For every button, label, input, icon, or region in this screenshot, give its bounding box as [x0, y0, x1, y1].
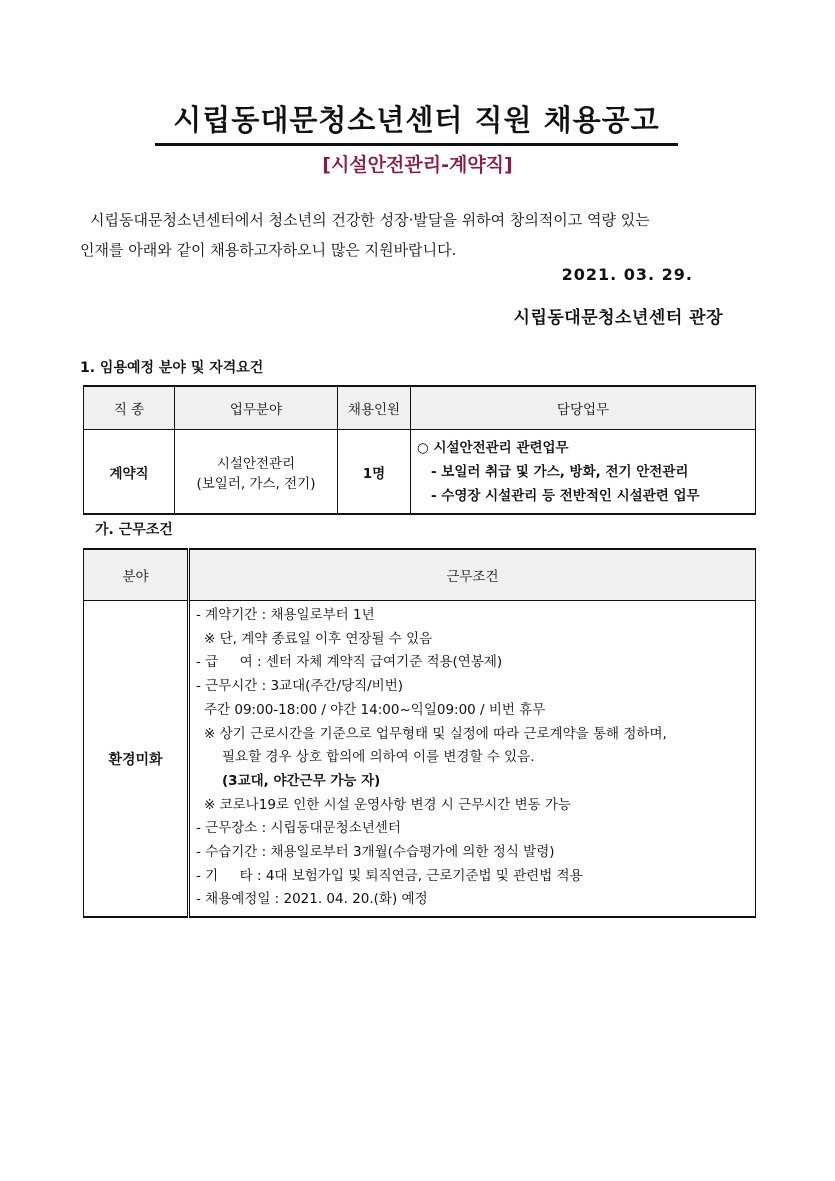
- headcount-cell: 1명: [338, 430, 411, 515]
- condition-line: - 수습기간 : 채용일로부터 3개월(수습평가에 의한 정식 발령): [196, 844, 555, 861]
- section-2-heading: 가. 근무조건: [95, 522, 173, 538]
- work-field-cell: [175, 430, 338, 515]
- position-table: [83, 385, 756, 515]
- intro-line-1: 시립동대문청소년센터에서 청소년의 건강한 성장·발달을 위하여 창의적이고 역량 있는: [90, 211, 650, 229]
- section-1-heading: 1. 임용예정 분야 및 자격요건: [80, 360, 264, 376]
- duties-cell: [411, 430, 756, 515]
- condition-line: - 근무장소 : 시립동대문청소년센터: [196, 820, 401, 837]
- condition-line: (3교대, 야간근무 가능 자): [222, 772, 381, 789]
- condition-line: ※ 코로나19로 인한 시설 운영사항 변경 시 근무시간 변동 가능: [204, 796, 572, 813]
- header-field: 분야: [84, 549, 189, 601]
- duty-item: - 보일러 취급 및 가스, 방화, 전기 안전관리: [431, 463, 689, 480]
- header-duties: 담당업무: [411, 386, 756, 430]
- condition-line: ※ 단, 계약 종료일 이후 연장될 수 있음: [204, 630, 433, 647]
- condition-line: 주간 09:00-18:00 / 야간 14:00~익일09:00 / 비번 휴무: [204, 701, 546, 718]
- work-field-line-2: (보일러, 가스, 전기): [196, 475, 316, 492]
- duty-item: ○ 시설안전관리 관련업무: [417, 439, 569, 456]
- header-conditions: 근무조건: [189, 549, 756, 601]
- header-job-type: 직 종: [84, 386, 175, 430]
- condition-line: - 급 여 : 센터 자체 계약직 급여기준 적용(연봉제): [196, 654, 503, 671]
- page-subtitle: [시설안전관리-계약직]: [322, 154, 513, 176]
- header-work-field: 업무분야: [175, 386, 338, 430]
- conditions-table: [83, 548, 756, 918]
- job-type-cell: 계약직: [84, 430, 175, 515]
- field-cell: 환경미화: [84, 601, 189, 918]
- title-underline: [155, 143, 678, 146]
- condition-line: 필요할 경우 상호 합의에 의하여 이를 변경할 수 있음.: [222, 749, 535, 766]
- conditions-cell: [189, 601, 756, 918]
- condition-line: - 기 타 : 4대 보험가입 및 퇴직연금, 근로기준법 및 관련법 적용: [196, 867, 583, 884]
- page-title-wrap: [155, 100, 678, 140]
- table-header-row: [84, 549, 756, 601]
- condition-line: - 채용예정일 : 2021. 04. 20.(화) 예정: [196, 891, 428, 908]
- intro-line-2: 인재를 아래와 같이 채용하고자하오니 많은 지원바랍니다.: [80, 241, 457, 259]
- work-field-line-1: 시설안전관리: [216, 455, 296, 472]
- notice-date: 2021. 03. 29.: [561, 265, 693, 284]
- condition-line: - 계약기간 : 채용일로부터 1년: [196, 607, 375, 623]
- intro-paragraph: [80, 205, 760, 265]
- table-row: [84, 430, 756, 515]
- condition-line: - 근무시간 : 3교대(주간/당직/비번): [196, 678, 404, 695]
- header-headcount: 채용인원: [338, 386, 411, 430]
- duty-item: - 수영장 시설관리 등 전반적인 시설관련 업무: [431, 487, 700, 504]
- condition-line: ※ 상기 근로시간을 기준으로 업무형태 및 실정에 따라 근로계약을 통해 정하며,: [204, 725, 667, 742]
- table-header-row: [84, 386, 756, 430]
- notice-signer: 시립동대문청소년센터 관장: [513, 308, 723, 328]
- table-row: [84, 601, 756, 918]
- page-title: 시립동대문청소년센터 직원 채용공고: [173, 103, 660, 137]
